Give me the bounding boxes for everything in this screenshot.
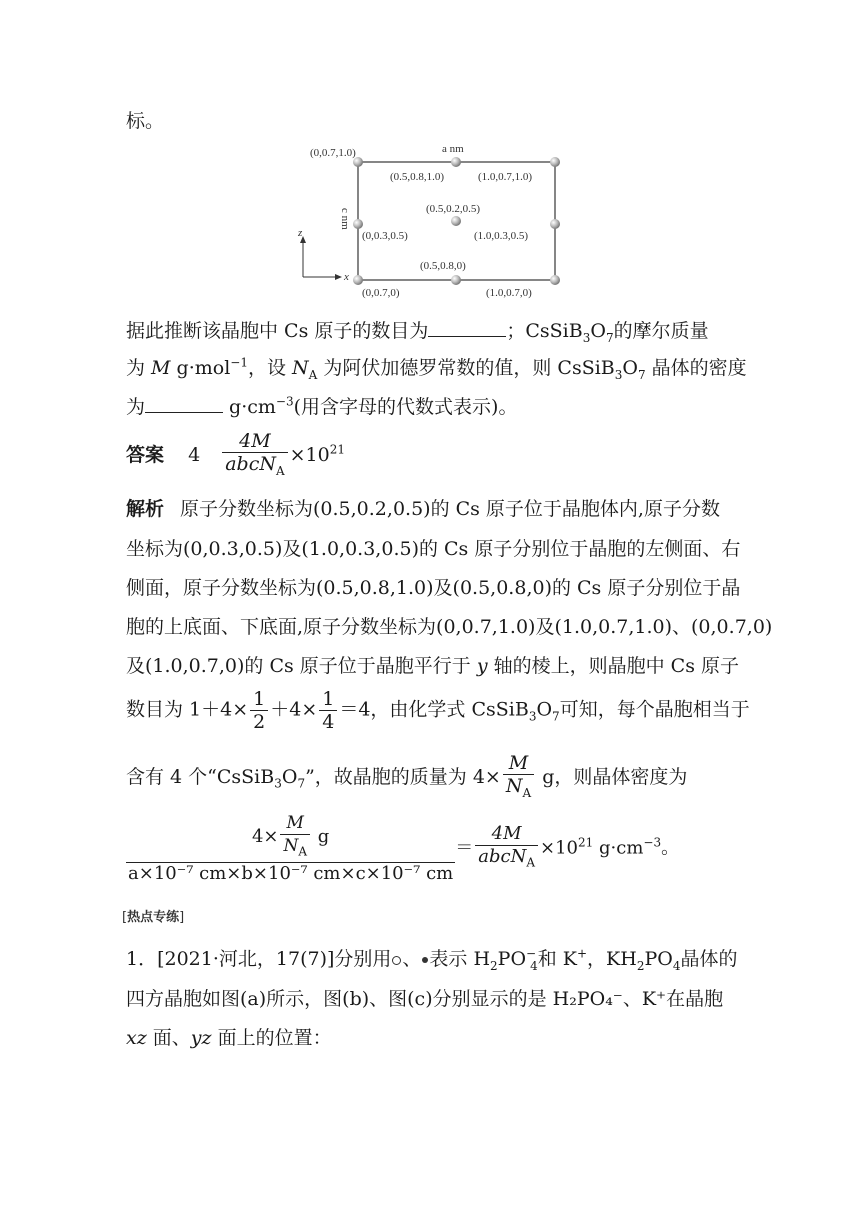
- analysis-line-4: 胞的上底面、下底面,原子分数坐标为(0,0.7,1.0)及(1.0,0.7,1.0)、(0,0.7,0): [126, 616, 773, 638]
- question-line-3: 为 $g\cdot cm^{-3}$(用含字母的代数式表示)。: [126, 394, 518, 418]
- section-tag: [热点专练]: [122, 910, 185, 925]
- top-fragment: 标。: [126, 110, 165, 132]
- density-formula: 4× $\frac{M}{N_A}$ g a×10⁻⁷ cm×b×10⁻⁷ cm×c×10⁻⁷ cm ＝ $\frac{4M}{abcN_A}$ $\times 10^{21}$ $g\cdot cm^{-3}$。: [128, 813, 680, 885]
- question-line-1: 据此推断该晶胞中 Cs 原子的数目为 ；$CsSiB_3O_7$的摩尔质量: [126, 320, 709, 345]
- axis-z-label: z: [298, 227, 303, 239]
- x-axis-arrow: [335, 274, 342, 280]
- axis-x-label: x: [344, 271, 349, 283]
- analysis-line-3: 侧面，原子分数坐标为(0.5,0.8,1.0)及(0.5,0.8,0)的 Cs 原子分别位于晶: [126, 577, 741, 599]
- atom-br: [550, 275, 560, 285]
- coord-tr: (1.0,0.7,1.0): [478, 171, 533, 183]
- coord-br: (1.0,0.7,0): [486, 287, 532, 299]
- coord-center: (0.5,0.2,0.5): [426, 203, 481, 215]
- answer-blank-1[interactable]: [428, 320, 506, 337]
- atom-tm: [451, 157, 461, 167]
- small-dot-icon: [422, 957, 428, 963]
- analysis-line-2: 坐标为(0,0.3,0.5)及(1.0,0.3,0.5)的 Cs 原子分别位于晶胞的左侧面、右: [126, 538, 741, 560]
- q1-line-2: 四方晶胞如图(a)所示，图(b)、图(c)分别显示的是 H₂PO₄⁻、K⁺在晶胞: [126, 988, 724, 1010]
- small-circle-icon: [392, 956, 401, 965]
- analysis-line-7: 含有 4 个“$CsSiB_3O_7$”，故晶胞的质量为 4× $\frac{M}{N_A}$ g，则晶体密度为: [126, 752, 688, 800]
- analysis-line-5: 及(1.0,0.7,0)的 Cs 原子位于晶胞平行于 y 轴的棱上，则晶胞中 Cs 原子: [126, 655, 739, 677]
- answer-line: 答案 4 $\frac{4M}{abcN_A}$ $\times 10^{21}$: [126, 430, 345, 482]
- a-nm-label: a nm: [442, 143, 464, 155]
- density-big-fraction: 4× $\frac{M}{N_A}$ g a×10⁻⁷ cm×b×10⁻⁷ cm×c×10⁻⁷ cm: [128, 813, 454, 885]
- analysis-line-6: 数目为 1＋4× $\frac{1}{2}$ ＋4× $\frac{1}{4}$ ＝4，由化学式 $CsSiB_3O_7$可知，每个晶胞相当于: [126, 688, 750, 733]
- coord-mr: (1.0,0.3,0.5): [474, 230, 529, 242]
- question-line-2: 为 M g·mol$^{-1}$，设 $N_A$ 为阿伏加德罗常数的值，则 $CsSiB_3O_7$ 晶体的密度: [126, 355, 747, 382]
- q1-line-3: xz 面、yz 面上的位置：: [126, 1027, 332, 1049]
- atom-ml: [353, 219, 363, 229]
- analysis-label: 解析: [126, 498, 165, 520]
- atom-tr: [550, 157, 560, 167]
- coord-tm: (0.5,0.8,1.0): [390, 171, 445, 183]
- analysis-line-1: 解析 原子分数坐标为(0.5,0.2,0.5)的 Cs 原子位于晶胞体内,原子分数: [126, 498, 720, 520]
- answer-blank-2[interactable]: [145, 396, 223, 413]
- c-nm-label: c nm: [339, 208, 351, 230]
- unit-cell-diagram: [290, 140, 580, 302]
- answer-label: 答案: [126, 443, 165, 466]
- coord-ml: (0,0.3,0.5): [362, 230, 408, 242]
- coord-tl: (0,0.7,1.0): [310, 147, 356, 159]
- q1-line-1: 1．[2021·河北，17(7)]分别用 、 表示 $H_2PO^-_4$和 K+，$KH_2PO_4$晶体的: [126, 946, 738, 973]
- atom-bm: [451, 275, 461, 285]
- atom-bl: [353, 275, 363, 285]
- coord-bm: (0.5,0.8,0): [420, 260, 466, 272]
- answer-fraction: $\frac{4M}{abcN_A}$: [222, 430, 287, 482]
- atom-mr: [550, 219, 560, 229]
- coord-bl: (0,0.7,0): [362, 287, 400, 299]
- atom-center: [451, 216, 461, 226]
